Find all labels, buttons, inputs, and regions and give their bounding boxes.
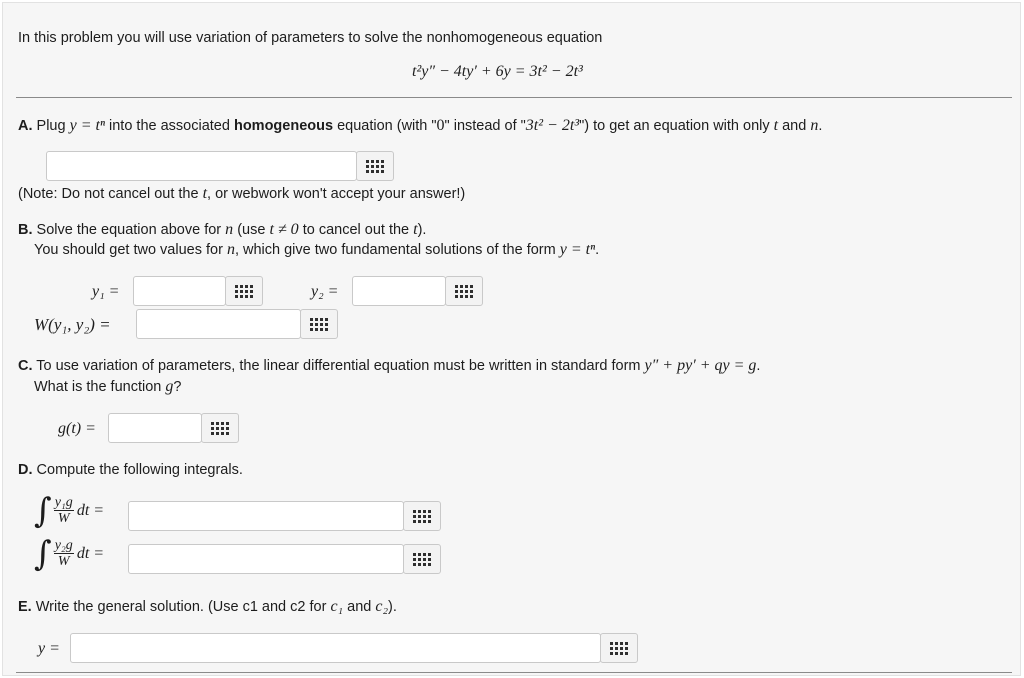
divider [16, 97, 1012, 98]
equation-editor-y1-button[interactable] [225, 276, 263, 306]
wronskian-label: W(y₁, y₂) = [34, 315, 111, 334]
grid-icon [211, 422, 229, 435]
integral-1-input[interactable] [128, 501, 404, 531]
equation-editor-a-button[interactable] [356, 151, 394, 181]
grid-icon [366, 160, 384, 173]
integral-1: ∫ $\frac{\text{y₁g}}{W}$ dt = [34, 490, 105, 531]
grid-icon [413, 510, 431, 523]
g-input[interactable] [108, 413, 202, 443]
part-a-prompt: A. Plug y = tⁿ into the associated homogeneous equation (with "0" instead of "3t² − 2t³") to get an equation with only t and n. [18, 117, 823, 134]
part-d-prompt: D. Compute the following integrals. [18, 462, 243, 478]
integral-sign: ∫ [34, 533, 52, 574]
bottom-divider [16, 672, 1012, 673]
grid-icon [455, 285, 473, 298]
equation-editor-w-button[interactable] [300, 309, 338, 339]
integral-2-input[interactable] [128, 544, 404, 574]
part-b-prompt-1: B. Solve the equation above for n (use t ≠ 0 to cancel out the t). [18, 221, 427, 238]
equation-editor-int1-button[interactable] [403, 501, 441, 531]
part-c-prompt-1: C. To use variation of parameters, the linear differential equation must be written in standard form y″ + py′ + qy = g. [18, 357, 761, 374]
grid-icon [310, 318, 328, 331]
main-equation: t²y″ − 4ty′ + 6y = 3t² − 2t³ [412, 63, 583, 80]
y1-label: y₁ = [92, 283, 120, 300]
equation-editor-y2-button[interactable] [445, 276, 483, 306]
part-a-note: (Note: Do not cancel out the t, or webwork won't accept your answer!) [18, 185, 466, 202]
equation-editor-e-button[interactable] [600, 633, 638, 663]
y2-label: y₂ = [311, 283, 339, 300]
integral-sign: ∫ [34, 490, 52, 531]
equation-editor-g-button[interactable] [201, 413, 239, 443]
y2-input[interactable] [352, 276, 446, 306]
g-label: g(t) = [58, 420, 96, 437]
part-b-prompt-2: You should get two values for n, which give two fundamental solutions of the form y = tⁿ. [34, 241, 600, 258]
integral-2: ∫ $\frac{\text{y₂g}}{W}$ dt = [34, 533, 105, 574]
y1-input[interactable] [133, 276, 226, 306]
part-c-prompt-2: What is the function g? [34, 378, 182, 395]
part-e-prompt: E. Write the general solution. (Use c1 and c2 for c₁ and c₂). [18, 598, 397, 615]
general-solution-input[interactable] [70, 633, 601, 663]
answer-a-input[interactable] [46, 151, 357, 181]
equation-editor-int2-button[interactable] [403, 544, 441, 574]
intro-text: In this problem you will use variation of parameters to solve the nonhomogeneous equation [18, 30, 603, 46]
problem-panel [2, 2, 1021, 676]
grid-icon [413, 553, 431, 566]
wronskian-input[interactable] [136, 309, 301, 339]
y-general-label: y = [38, 640, 60, 657]
grid-icon [610, 642, 628, 655]
grid-icon [235, 285, 253, 298]
